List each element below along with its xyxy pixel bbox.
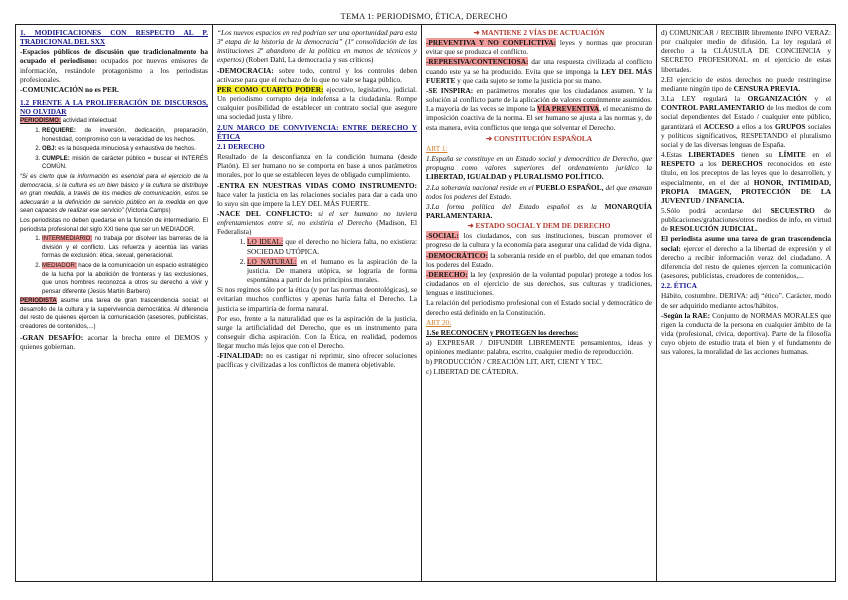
text: en el	[805, 150, 832, 160]
text: 4.Estas	[661, 150, 689, 160]
text: en el humano es la aspiración de la justicia. De manera utópica, se lograría de forma espontánea a partir de los principios morales.	[247, 256, 417, 285]
paragraph	[426, 231, 652, 249]
paragraph	[20, 47, 208, 84]
term-cuarto-poder: PER COMO CUARTO PODER:	[217, 84, 324, 94]
text-bold: SECUESTRO	[770, 205, 815, 215]
quote-text: “Si es cierto que la información es esencial para el ejercicio de la democracia, si la cultura es un bien básico y la cultura se distribuye en gran medida, a través de los medios de comunicación, estos se adecuarán a la definición de servicio público en la medida en que sean capaces de realizar ese servicio”	[20, 172, 208, 215]
paragraph	[426, 251, 652, 269]
heading-2-marco-convivencia: 2.UN MARCO DE CONVIVENCIA: ENTRE DERECHO Y ÉTICA	[217, 122, 417, 141]
paragraph: 1.Se RECONOCEN y PROTEGEN los derechos:	[426, 327, 579, 337]
column-1	[16, 25, 212, 581]
column-4	[656, 25, 835, 581]
paragraph: Por eso, frente a la naturalidad que es la aspiración de la justicia, surge la artificialidad del Derecho, que es un instrumento para conseguir dicha aspiración. Con la Ética, en realidad, podemos llegar mucho más lejos que con el Derecho.	[217, 313, 417, 351]
paragraph	[20, 297, 208, 331]
text: hace valer la justicia en las relaciones sociales para dar a cada uno lo suyo sin que impere la LEY DEL MÁS FUERTE.	[217, 189, 417, 208]
paragraph	[661, 75, 831, 93]
text: dar una respuesta civilizada al conflicto cuando este ya se ha producido. Evita que se imponga la	[426, 57, 652, 76]
paragraph: Resultado de la desconfianza en la condición humana (desde Platón). El ser humano no se comporta en base a unos parámetros morales, por lo que se establecen leyes de obligado cumplimiento.	[217, 152, 417, 180]
heading-estado-social: ➜ ESTADO SOCIAL Y DEM DE DERECHO	[467, 221, 611, 231]
text: es la búsqueda minuciosa y exhaustiva de hechos.	[56, 145, 196, 153]
text: ocupados por nuevos emisores de información, restándole protagonismo a los periodistas profesionales.	[20, 56, 208, 84]
page-title: TEMA 1: PERIODISMO, ÉTICA, DERECHO	[340, 11, 508, 21]
text: 2.La soberanía nacional reside en el	[426, 182, 536, 192]
paragraph	[426, 183, 652, 201]
paragraph	[20, 117, 208, 126]
paragraph	[661, 234, 831, 280]
text: 3.La LEY regulará la	[661, 94, 748, 104]
paragraph	[426, 154, 652, 181]
paragraph	[661, 206, 831, 233]
paragraph	[661, 94, 831, 149]
text: no trabaja por disolver las barreras de la división y el conflicto. Las refuerza y acentúa las varias formas de exclusión: ética, sexual, generacional.	[42, 235, 208, 260]
paragraph	[217, 209, 417, 236]
text: que el derecho no hiciera falta, no existiera: SOCIEDAD UTÓPICA.	[247, 237, 417, 256]
text-bold: ACCESO	[703, 121, 734, 131]
term: -GRAN DESAFÍO:	[20, 332, 84, 342]
text-bold: GRUPOS	[775, 121, 806, 131]
text-bold: LÍMITE	[778, 150, 806, 160]
text: y el	[806, 94, 831, 104]
heading-2-1-derecho: 2.1 DERECHO	[217, 141, 265, 151]
heading-2-2-etica: 2.2. ÉTICA	[661, 281, 697, 291]
paragraph: Hábito, costumbre. DERIVA: adj “ético”. Carácter, modo de ser adquirido mediante actos/hábitos.	[661, 291, 831, 310]
paragraph	[20, 333, 208, 351]
quote	[217, 28, 417, 65]
text: sobre todo, control y los controles deben activarse para que el rechazo de lo que no vale se haga público.	[217, 65, 417, 84]
text-bold: DERECHOS	[721, 159, 763, 169]
document-grid	[15, 24, 836, 582]
paragraph	[426, 202, 652, 220]
text: 3.La forma política del Estado español es la	[426, 201, 605, 211]
text: de los medios de com social dependientes del Estado / cualquier ente público, garantizará el	[661, 103, 831, 131]
list	[217, 237, 417, 284]
list	[20, 127, 208, 172]
paragraph	[217, 181, 417, 208]
text: ejecutivo, legislativo, judicial. Un periodismo corrupto deja indefensa a la ciudadanía. Rompe cualquier posibilidad de establecer un contrato social que asegure una sociedad justa y libre.	[217, 84, 417, 122]
term-lo-ideal: LO IDEAL:	[247, 237, 284, 247]
text-bold: PUEBLO ESPAÑOL,	[535, 182, 604, 192]
paragraph: Si nos regimos sólo por la ética (y por las normas deontológicas), se evitarían muchos conflictos y apenas haría falta el Derecho. La justicia se impartiría de forma natural.	[217, 285, 417, 313]
paragraph: b) PRODUCCIÓN / CREACIÓN LIT, ART, CIENT Y TEC.	[426, 357, 603, 367]
text: acortar la brecha entre el DEMOS y quienes gobiernan.	[20, 332, 208, 351]
text: la soberanía reside en el pueblo, del que emanan todos los poderes del Estado.	[426, 250, 652, 269]
text-bold: CENSURA PREVIA.	[733, 83, 801, 93]
text: en parámetros morales que los ciudadanos asumen. Y la solución al conflicto parte de la aplicación de valores comúnmente asumidos. La mayoría de las veces se impone la	[426, 85, 652, 114]
term: CUMPLE:	[42, 154, 70, 162]
text-bold: LIBERTAD, IGUALDAD y PLURALISMO POLÍTICO.	[426, 172, 604, 182]
term-intermediario: INTERMEDIARIO:	[42, 235, 93, 243]
term-social: -SOCIAL:	[426, 231, 459, 241]
paragraph: c) LIBERTAD DE CÁTEDRA.	[426, 367, 519, 377]
term: -Espacios públicos de discusión que tradicionalmente ha ocupado el periodismo:	[20, 47, 208, 66]
term-via-preventiva: VÍA PREVENTIVA	[537, 104, 600, 114]
citation: (Madison, El Federalista)	[217, 218, 417, 237]
text: 2.El ejercicio de estos derechos no puede restringirse mediante ningún tipo de	[661, 74, 831, 93]
paragraph: Los periodistas no deben quedarse en la función de intermediario. El periodista profesional del siglo XXI tiene que ser un MEDIADOR.	[20, 216, 208, 233]
term-periodista: PERIODISTA	[20, 297, 57, 305]
text-bold: CONTROL PARLAMENTARIO	[661, 103, 765, 113]
term: -NACE DEL CONFLICTO:	[217, 208, 313, 218]
text: ejercer el derecho a la libertad de expresión y el derecho a recibir información veraz del ciudadano. A diferencia del resto de quienes ejercen la comunicación (asesores, publicistas, creadores de contenidos,...	[661, 243, 831, 281]
text: leyes y normas que procuran evitar que se produzca el conflicto.	[426, 38, 652, 57]
text: tienen su	[734, 150, 779, 160]
paragraph: d) COMUNICAR / RECIBIR libremente INFO VERAZ: por cualquier medio de difusión. La ley regulará el derecho a la CLÁUSULA DE CONCIENCIA y SECRETO PROFESIONAL en el ejercicio de estas libertades.	[661, 28, 831, 74]
list-item	[42, 155, 208, 172]
term: -FINALIDAD:	[217, 351, 264, 361]
text: la ley (expresión de la voluntad popular) protege a todos los ciudadanos en el ejercicio de sus derechos, sus culturas y tradiciones, lenguas e instituciones.	[426, 269, 652, 298]
term: REQUIERE:	[42, 127, 76, 134]
text-bold: El periodista asume una tarea de gran trascendencia social:	[661, 234, 831, 253]
list	[20, 235, 208, 296]
list-item	[42, 127, 208, 144]
paragraph	[217, 351, 417, 369]
paragraph	[661, 150, 831, 205]
quote	[20, 173, 208, 216]
term: -DEMOCRACIA:	[217, 65, 274, 75]
term-lo-natural: LO NATURAL:	[247, 256, 297, 266]
list-item	[247, 237, 417, 255]
paragraph	[426, 86, 652, 132]
text: 5.Sólo podrá acordarse del	[661, 205, 771, 215]
text-bold: RESOLUCIÓN JUDICIAL.	[669, 224, 758, 234]
column-2	[212, 25, 421, 581]
text: actividad intelectual:	[60, 117, 118, 125]
paragraph	[426, 38, 652, 56]
text: 1.España se constituye en un Estado social y democrático de Derecho, que propugna como valores superiores del ordenamiento jurídico la	[426, 154, 652, 173]
quote-text: “Los nuevos espacios en red podrían ser una oportunidad para esta 3ª etapa de la historia de la democracia” (1ª consolidación de las instituciones 2ª abandono de la política en manos de técnicos y expertos)	[217, 28, 417, 65]
article-label: ART 20:	[426, 317, 452, 327]
text: asume una tarea de gran trascendencia social: el desarrollo de la cultura y la supervivencia democrática. Al diferencia del resto de quienes ejercen la comunicación (asesores, publicistas, creadores de contenidos,...)	[20, 297, 208, 331]
text: de inversión, dedicación, preparación, honestidad, compromiso con la veracidad de los hechos.	[42, 127, 208, 143]
text: si el ser humano no tuviera enfrentamientos entre sí, no existiría el Derecho	[217, 208, 417, 228]
article-label: ART 1:	[426, 143, 448, 153]
text: misión de carácter público = buscar el INTERÉS COMÚN.	[42, 154, 208, 171]
list-item	[247, 257, 417, 284]
term-preventiva: -PREVENTIVA Y NO CONFLICTIVA:	[426, 38, 557, 48]
term-periodismo: PERIODISMO:	[20, 117, 61, 125]
text: sociales y políticos significativos, RESPETANDO el pluralismo social y de las diversas lenguas de España.	[661, 121, 831, 149]
text-bold: ORGANIZACIÓN	[747, 94, 807, 104]
paragraph	[217, 85, 417, 122]
list-item	[42, 235, 208, 261]
text-bold: RESPETO	[661, 159, 695, 169]
paragraph	[661, 311, 831, 357]
text: hace de la comunicación un espacio estratégico de la lucha por la abolición de fronteras y las exclusiones, que unos hombres reconozca a otros su derecho a vivir y pensar diferente (Jesús Martín Barbero)	[42, 261, 208, 295]
list-item	[42, 145, 208, 154]
term: -SE INSPIRA:	[426, 85, 474, 95]
term: OBJ:	[42, 145, 57, 153]
paragraph: La relación del periodismo profesional con el Estado social y democrático de derecho está definido en la Constitución.	[426, 298, 652, 317]
quote-author: (Robert Dahl, La democracia y sus críticos)	[244, 55, 374, 65]
text-bold: LIBERTADES	[688, 150, 735, 160]
heading-1-2-proliferacion: 1.2 FRENTE A LA PROLIFERACIÓN DE DISCURSOS, NO OLVIDAR	[20, 98, 208, 117]
paragraph	[426, 57, 652, 84]
list-item	[42, 262, 208, 296]
heading-vias-actuacion: ➜ MANTIENE 2 VÍAS DE ACTUACIÓN	[473, 28, 605, 37]
heading-constitucion: ➜ CONSTITUCIÓN ESPAÑOLA	[485, 133, 593, 143]
text-bold: HONOR, INTIMIDAD, PROPIA IMAGEN, PROTECCIÓN DE LA JUVENTUD / INFANCIA.	[661, 177, 831, 205]
text: a los	[694, 159, 722, 169]
text: Conjunto de NORMAS MORALES que rigen la conducta de la persona en cualquier ámbito de la vida (profesional, cívica, deportiva). Parte de la filosofía cuyo objeto de estudio trata el bien y el fundamento de sus valores, la moralidad de las acciones humanas.	[661, 310, 832, 357]
paragraph: -COMUNICACIÓN no es PER.	[20, 84, 119, 94]
term-mediador: MEDIADOR:	[42, 261, 77, 269]
text-bold: MONARQUÍA PARLAMENTARIA.	[426, 201, 652, 220]
text: y que cada sujeto se tome la justicia por su mano.	[455, 75, 602, 85]
text: reconocidos en este título, en los preceptos de las leyes que lo desarrollen, y especialmente, en el der al	[661, 159, 831, 187]
term: -ENTRA EN NUESTRAS VIDAS COMO INSTRUMENTO:	[217, 180, 417, 190]
column-3	[421, 25, 656, 581]
text: del que emanan todos los poderes del Estado.	[426, 182, 653, 201]
text: no es castigar ni reprimir, sino ofrecer soluciones pacíficas y civilizadas a los conflictos de manera objetivable.	[217, 351, 417, 370]
paragraph	[426, 270, 652, 297]
text: , el mecanismo de imposición coactiva de la norma. El ser humano se ajusta a las normas y, de esta manera, evita conflictos que tenga que solventar el Derecho.	[426, 104, 652, 132]
paragraph	[217, 66, 417, 84]
text: los ciudadanos, con sus instituciones, buscan promover el progreso de la cultura y la economía para asegurar una calidad de vida digna.	[426, 231, 652, 250]
paragraph: a) EXPRESAR / DIFUNDIR LIBREMENTE pensamientos, ideas y opiniones mediante: palabra, escrito, cualquier medio de reproducción.	[426, 338, 652, 357]
text: a ellos a los	[734, 121, 776, 131]
term: -Según la RAE:	[661, 310, 711, 320]
heading-1-modificaciones: 1. MODIFICACIONES CON RESPECTO AL P. TRADICIONAL DEL SXX	[20, 28, 208, 47]
quote-author: (Victoria Camps)	[123, 207, 171, 215]
text-bold: LEY DEL MÁS FUERTE	[426, 66, 653, 85]
term-democratico: -DEMOCRÁTICO:	[426, 250, 489, 260]
term-represiva: -REPRESIVA/CONTENCIOSA:	[426, 57, 529, 67]
text: de publicaciones/grabaciones/otros medios de info, en virtud de	[661, 205, 831, 234]
term-derecho: -DERECHO:	[426, 269, 468, 279]
